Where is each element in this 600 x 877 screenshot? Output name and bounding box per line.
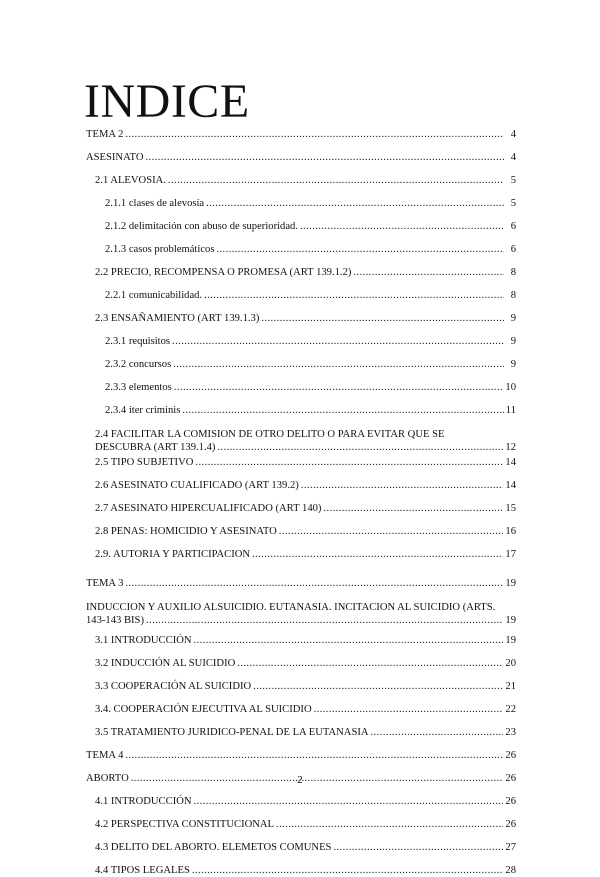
dot-leader <box>173 359 504 371</box>
toc-entry-label: 2.4 FACILITAR LA COMISION DE OTRO DELITO O PARA EVITAR QUE SE <box>95 429 445 440</box>
dot-leader <box>353 267 504 279</box>
toc-entry-page: 23 <box>505 727 516 738</box>
dot-leader <box>125 129 504 141</box>
toc-entry[interactable] <box>86 290 516 302</box>
dot-leader <box>253 681 503 693</box>
toc-entry[interactable] <box>86 405 516 417</box>
toc-entry-page: 19 <box>505 615 516 626</box>
toc-entry[interactable] <box>86 221 516 233</box>
dot-leader <box>276 819 503 831</box>
toc-entry-page: 11 <box>505 405 516 416</box>
dot-leader <box>182 405 503 417</box>
toc-entry-label: 4.3 DELITO DEL ABORTO. ELEMETOS COMUNES <box>95 842 332 853</box>
toc-entry[interactable] <box>86 635 516 647</box>
dot-leader <box>237 658 503 670</box>
toc-entry-page: 14 <box>505 457 516 468</box>
toc-entry[interactable] <box>86 727 516 739</box>
dot-leader <box>216 244 504 256</box>
dot-leader <box>125 750 503 762</box>
toc-entry-page: 26 <box>505 750 516 761</box>
toc-entry[interactable] <box>86 428 516 454</box>
toc-entry-page: 17 <box>505 549 516 560</box>
toc-entry-page: 19 <box>505 578 516 589</box>
toc-entry-page: 26 <box>505 773 516 784</box>
toc-entry[interactable] <box>86 526 516 538</box>
toc-entry-label: 2.1.1 clases de alevosía <box>105 198 205 209</box>
toc-entry-page: 20 <box>505 658 516 669</box>
toc-entry-label: 3.4. COOPERACIÓN EJECUTIVA AL SUICIDIO <box>95 704 312 715</box>
toc-entry-page: 28 <box>505 865 516 876</box>
toc-entry-label: 2.1.2 delimitación con abuso de superioridad. <box>105 221 298 232</box>
dot-leader <box>206 198 504 210</box>
toc-entry[interactable] <box>86 549 516 561</box>
toc-entry-page: 14 <box>505 480 516 491</box>
toc-entry-label-continued: 143-143 BIS) <box>86 615 144 626</box>
toc-entry[interactable] <box>86 601 516 627</box>
toc-entry-label: 2.2 PRECIO, RECOMPENSA O PROMESA (ART 139.1.2) <box>95 267 352 278</box>
toc-entry-page: 15 <box>505 503 516 514</box>
toc-entry-label: 2.5 TIPO SUBJETIVO <box>95 457 194 468</box>
toc-entry-label: ABORTO <box>86 773 129 784</box>
toc-entry[interactable] <box>86 503 516 515</box>
dot-leader <box>174 382 504 394</box>
dot-leader <box>194 635 504 647</box>
toc-entry-page: 8 <box>510 267 516 278</box>
dot-leader <box>301 480 504 492</box>
toc-entry-label: 2.9. AUTORIA Y PARTICIPACION <box>95 549 251 560</box>
toc-entry-page: 19 <box>505 635 516 646</box>
toc-entry-label: 4.1 INTRODUCCIÓN <box>95 796 192 807</box>
toc-entry-page: 21 <box>505 681 516 692</box>
toc-entry-label: 2.3.3 elementos <box>105 382 172 393</box>
toc-entry-label: INDUCCION Y AUXILIO ALSUICIDIO. EUTANASIA. INCITACION AL SUICIDIO (ARTS. <box>86 602 496 613</box>
toc-entry-page: 8 <box>510 290 516 301</box>
toc-entry-page: 9 <box>510 313 516 324</box>
toc-entry-label: 2.2.1 comunicabilidad. <box>105 290 203 301</box>
toc-entry-page: 5 <box>510 198 516 209</box>
toc-entry-page: 6 <box>510 244 516 255</box>
toc-entry[interactable] <box>86 480 516 492</box>
toc-entry[interactable] <box>86 336 516 348</box>
toc-entry-label: 3.1 INTRODUCCIÓN <box>95 635 192 646</box>
toc-entry[interactable] <box>86 704 516 716</box>
dot-leader <box>252 549 503 561</box>
toc-entry[interactable] <box>86 681 516 693</box>
toc-entry-label: 4.2 PERSPECTIVA CONSTITUCIONAL <box>95 819 275 830</box>
dot-leader <box>333 842 503 854</box>
toc-entry-page: 9 <box>510 359 516 370</box>
toc-entry[interactable] <box>86 578 516 590</box>
page-title: INDICE <box>84 75 250 128</box>
toc-entry-label: TEMA 2 <box>86 129 124 140</box>
toc-entry-label: 2.1 ALEVOSIA. <box>95 175 166 186</box>
toc-entry[interactable] <box>86 382 516 394</box>
dot-leader <box>125 578 503 590</box>
toc-entry[interactable] <box>86 175 516 187</box>
toc-entry-page: 6 <box>510 221 516 232</box>
toc-entry[interactable] <box>86 842 516 854</box>
toc-entry[interactable] <box>86 198 516 210</box>
dot-leader <box>172 336 504 348</box>
toc-entry[interactable] <box>86 267 516 279</box>
toc-entry[interactable] <box>86 457 516 469</box>
dot-leader <box>300 221 504 233</box>
dot-leader <box>261 313 504 325</box>
dot-leader <box>371 727 504 739</box>
toc-entry-label: 4.4 TIPOS LEGALES <box>95 865 190 876</box>
toc-entry[interactable] <box>86 152 516 164</box>
toc-entry[interactable] <box>86 129 516 141</box>
toc-entry[interactable] <box>86 750 516 762</box>
toc-entry-label: ASESINATO <box>86 152 144 163</box>
toc-entry-label: 2.6 ASESINATO CUALIFICADO (ART 139.2) <box>95 480 299 491</box>
toc-entry-page: 22 <box>505 704 516 715</box>
toc-entry[interactable] <box>86 819 516 831</box>
dot-leader <box>146 614 503 627</box>
toc-entry-label-continued: DESCUBRA (ART 139.1.4) <box>95 442 216 453</box>
toc-entry-label: 2.7 ASESINATO HIPERCUALIFICADO (ART 140) <box>95 503 322 514</box>
toc-entry-page: 16 <box>505 526 516 537</box>
dot-leader <box>195 457 503 469</box>
toc-entry-label: 3.5 TRATAMIENTO JURIDICO-PENAL DE LA EUTANASIA <box>95 727 369 738</box>
toc-entry-label: 2.3.2 concursos <box>105 359 172 370</box>
toc-entry-label: TEMA 4 <box>86 750 124 761</box>
toc-entry-label: 3.2 INDUCCIÓN AL SUICIDIO <box>95 658 236 669</box>
toc-entry[interactable] <box>86 244 516 256</box>
toc-entry[interactable] <box>86 658 516 670</box>
dot-leader <box>314 704 504 716</box>
toc-entry-page: 26 <box>505 796 516 807</box>
dot-leader <box>279 526 504 538</box>
toc-entry-page: 10 <box>505 382 516 393</box>
toc-entry[interactable] <box>86 313 516 325</box>
dot-leader <box>168 175 504 187</box>
dot-leader <box>217 441 503 454</box>
toc-entry-label: 2.3 ENSAÑAMIENTO (ART 139.1.3) <box>95 313 260 324</box>
toc-entry-page: 27 <box>505 842 516 853</box>
toc-entry-page: 26 <box>505 819 516 830</box>
dot-leader <box>323 503 503 515</box>
dot-leader <box>194 796 504 808</box>
toc-entry[interactable] <box>86 796 516 808</box>
toc-entry-page: 5 <box>510 175 516 186</box>
toc-entry-label: 2.3.4 iter criminis <box>105 405 181 416</box>
toc-entry-page: 9 <box>510 336 516 347</box>
dot-leader <box>146 152 505 164</box>
toc-entry-page: 12 <box>505 442 516 453</box>
toc-entry[interactable] <box>86 359 516 371</box>
toc-entry[interactable] <box>86 865 516 877</box>
toc-entry-page: 4 <box>510 152 516 163</box>
toc-entry-label: 3.3 COOPERACIÓN AL SUICIDIO <box>95 681 252 692</box>
page-number: 2 <box>297 774 303 786</box>
toc-entry-label: 2.8 PENAS: HOMICIDIO Y ASESINATO <box>95 526 277 537</box>
toc-entry-page: 4 <box>510 129 516 140</box>
dot-leader <box>192 865 504 877</box>
dot-leader <box>204 290 504 302</box>
toc-entry-label: 2.1.3 casos problemáticos <box>105 244 215 255</box>
toc-entry-label: 2.3.1 requisitos <box>105 336 171 347</box>
toc-entry-label: TEMA 3 <box>86 578 124 589</box>
